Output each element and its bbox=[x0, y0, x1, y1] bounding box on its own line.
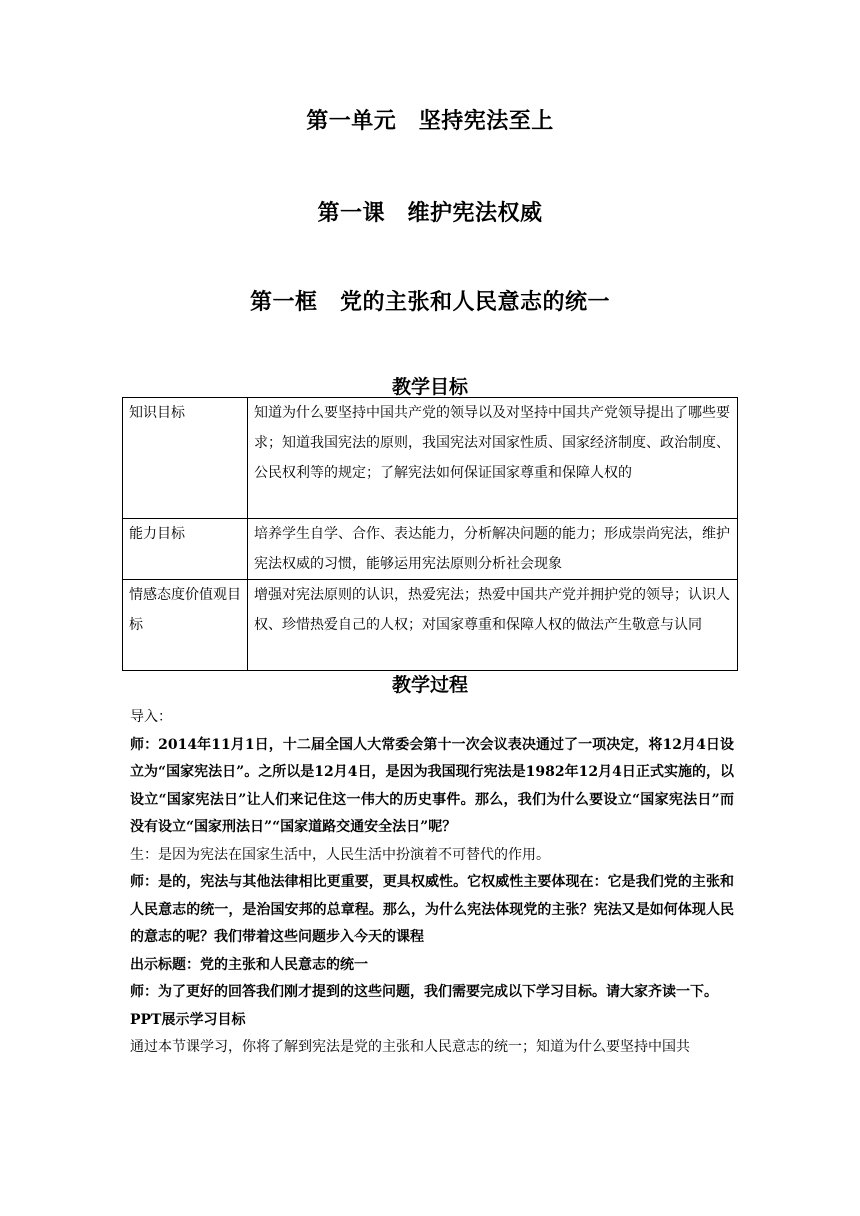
paragraph: 导入： bbox=[130, 709, 172, 725]
unit-heading: 第一单元 坚持宪法至上 bbox=[306, 109, 554, 134]
process-title: 教学过程 bbox=[391, 674, 468, 696]
frame-heading: 第一框 党的主张和人民意志的统一 bbox=[249, 290, 610, 315]
objective-label: 知识目标 bbox=[123, 398, 248, 519]
paragraph: 出示标题：党的主张和人民意志的统一 bbox=[130, 956, 368, 973]
objective-text: 增强对宪法原则的认识，热爱宪法；热爱中国共产党并拥护党的领导；认识人权、珍惜热爱自己的人权；对国家尊重和保障人权的做法产生敬意与认同 bbox=[248, 580, 738, 671]
table-row bbox=[123, 580, 738, 671]
paragraph: 生：是因为宪法在国家生活中，人民生活中扮演着不可替代的作用。 bbox=[130, 846, 550, 863]
objective-label: 能力目标 bbox=[123, 519, 248, 580]
objectives-table bbox=[122, 397, 738, 671]
paragraph: 师：是的，宪法与其他法律相比更重要，更具权威性。它权威性主要体现在：它是我们党的主张和人民意志的统一，是治国安邦的总章程。那么，为什么宪法体现党的主张？宪法又是如何体现人民的意志的呢？我们带着这些问题步入今天的课程 bbox=[130, 874, 734, 945]
lesson-heading: 第一课 维护宪法权威 bbox=[317, 201, 543, 226]
paragraph: 通过本节课学习，你将了解到宪法是党的主张和人民意志的统一；知道为什么要坚持中国共 bbox=[130, 1039, 690, 1055]
table-row bbox=[123, 398, 738, 519]
objective-label: 情感态度价值观目标 bbox=[123, 580, 248, 671]
objective-text: 培养学生自学、合作、表达能力，分析解决问题的能力；形成崇尚宪法，维护宪法权威的习惯，能够运用宪法原则分析社会现象 bbox=[248, 519, 738, 580]
objectives-title: 教学目标 bbox=[391, 376, 468, 398]
table-row bbox=[123, 519, 738, 580]
paragraph: 师：为了更好的回答我们刚才提到的这些问题，我们需要完成以下学习目标。请大家齐读一下。 bbox=[130, 984, 718, 1000]
objective-text: 知道为什么要坚持中国共产党的领导以及对坚持中国共产党领导提出了哪些要求；知道我国宪法的原则，我国宪法对国家性质、国家经济制度、政治制度、公民权利等的规定；了解宪法如何保证国家尊重和保障人权的 bbox=[248, 398, 738, 519]
paragraph: PPT展示学习目标 bbox=[130, 1011, 246, 1028]
paragraph: 师：2014年11月1日，十二届全国人大常委会第十一次会议表决通过了一项决定，将12月4日设立为“国家宪法日”。之所以是12月4日，是因为我国现行宪法是1982年12月4日正式实施的，以设立“国家宪法日”让人们来记住这一伟大的历史事件。那么，我们为什么要设立“国家宪法日”而没有设立“国家刑法日”“国家道路交通安全法日”呢？ bbox=[130, 736, 734, 835]
process-body bbox=[130, 704, 734, 1062]
